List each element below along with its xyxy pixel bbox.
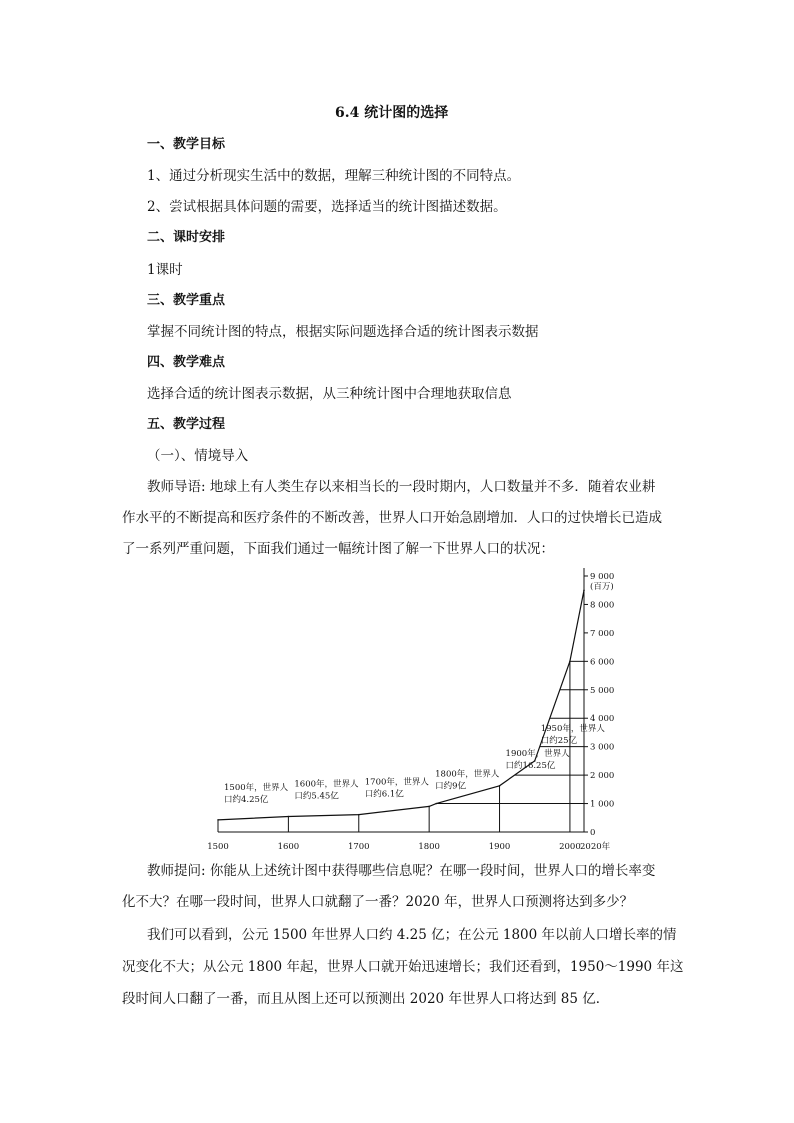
x-tick-label: 1900 — [488, 842, 511, 852]
section-heading-process: 五、教学过程 — [147, 417, 226, 432]
annotation-label: 1900年，世界人 — [505, 748, 570, 759]
data-point — [583, 589, 585, 591]
world-population-chart — [207, 562, 630, 854]
annotation-label: 1600年，世界人 — [294, 779, 359, 790]
y-tick-label: 8 000 — [590, 600, 615, 611]
intro-paragraph-line-1: 教师导语: 地球上有人类生存以来相当长的一段时期内，人口数量并不多．随着农业耕 — [147, 479, 656, 495]
difficulties-text: 选择合适的统计图表示数据，从三种统计图中合理地获取信息 — [147, 386, 512, 402]
data-point — [569, 661, 571, 663]
y-tick-label: 4 000 — [590, 714, 615, 725]
section-heading-key-points: 三、教学重点 — [147, 293, 226, 308]
y-tick-label: 1 000 — [590, 799, 615, 810]
data-point — [358, 814, 360, 816]
annotation-label: 1700年，世界人 — [364, 777, 429, 788]
question-paragraph-line-2: 化不大？在哪一段时间，世界人口就翻了一番？2020 年，世界人口预测将达到多少？ — [122, 894, 634, 910]
data-point — [435, 803, 437, 805]
y-tick-label: 7 000 — [590, 628, 615, 639]
section-heading-difficulties: 四、教学难点 — [147, 355, 226, 370]
annotation-label: 口约16.25亿 — [505, 760, 556, 771]
section-heading-schedule: 二、课时安排 — [147, 230, 226, 245]
intro-paragraph-line-2: 作水平的不断提高和医疗条件的不断改善，世界人口开始急剧增加．人口的过快增长已造成 — [122, 510, 662, 526]
schedule-text: 1课时 — [147, 262, 183, 278]
y-tick-label: 9 000 — [590, 572, 615, 582]
annotation-label: 口约25亿 — [540, 735, 578, 746]
answer-paragraph-line-2: 况变化不大；从公元 1800 年起，世界人口就开始迅速增长；我们还看到，1950～1990 年这 — [122, 959, 684, 975]
annotation-label: 1800年，世界人 — [435, 769, 500, 780]
annotation-label: 1950年，世界人 — [540, 723, 605, 734]
x-tick-label: 2020年 — [580, 842, 611, 852]
annotation-label: 1500年，世界人 — [224, 782, 289, 793]
y-axis-unit-label: (百万) — [590, 582, 614, 592]
chart-labels — [224, 723, 605, 805]
key-points-text: 掌握不同统计图的特点，根据实际问题选择合适的统计图表示数据 — [147, 324, 539, 340]
intro-paragraph-line-3: 了一系列严重问题，下面我们通过一幅统计图了解一下世界人口的状况： — [122, 541, 554, 557]
annotation-label: 口约6.1亿 — [364, 789, 404, 800]
y-tick-label: 0 — [590, 828, 596, 838]
section-heading-objectives: 一、教学目标 — [147, 137, 226, 152]
y-tick-label: 5 000 — [590, 685, 615, 696]
data-point — [499, 785, 501, 787]
y-tick-label: 2 000 — [590, 771, 615, 782]
annotation-label: 口约5.45亿 — [294, 791, 339, 802]
answer-paragraph-line-3: 段时间人口翻了一番，而且从图上还可以预测出 2020 年世界人口将达到 85 亿． — [122, 991, 610, 1007]
y-tick-label: 3 000 — [590, 742, 615, 753]
x-tick-label: 1600 — [277, 842, 300, 852]
annotation-label: 口约4.25亿 — [224, 794, 269, 805]
x-tick-label: 1800 — [418, 842, 440, 852]
answer-paragraph-line-1: 我们可以看到，公元 1500 年世界人口约 4.25 亿；在公元 1800 年以前人口增长率的情 — [147, 927, 677, 943]
data-point — [217, 819, 219, 821]
x-tick-label: 1500 — [207, 842, 229, 852]
data-point — [428, 806, 430, 808]
objective-item-1: 1、通过分析现实生活中的数据，理解三种统计图的不同特点。 — [147, 168, 521, 184]
x-tick-label: 1700 — [347, 842, 370, 852]
subsection-heading-intro: （一）、情境导入 — [147, 448, 249, 464]
question-paragraph-line-1: 教师提问: 你能从上述统计图中获得哪些信息呢？在哪一段时间，世界人口的增长率变 — [147, 863, 656, 879]
y-tick-label: 6 000 — [590, 657, 615, 668]
page-title: 6.4 统计图的选择 — [335, 105, 449, 121]
x-tick-label: 2000 — [559, 842, 581, 852]
data-point — [288, 816, 290, 818]
annotation-label: 口约9亿 — [435, 781, 467, 792]
population-chart-svg — [207, 562, 630, 854]
objective-item-2: 2、尝试根据具体问题的需要，选择适当的统计图描述数据。 — [147, 199, 507, 215]
